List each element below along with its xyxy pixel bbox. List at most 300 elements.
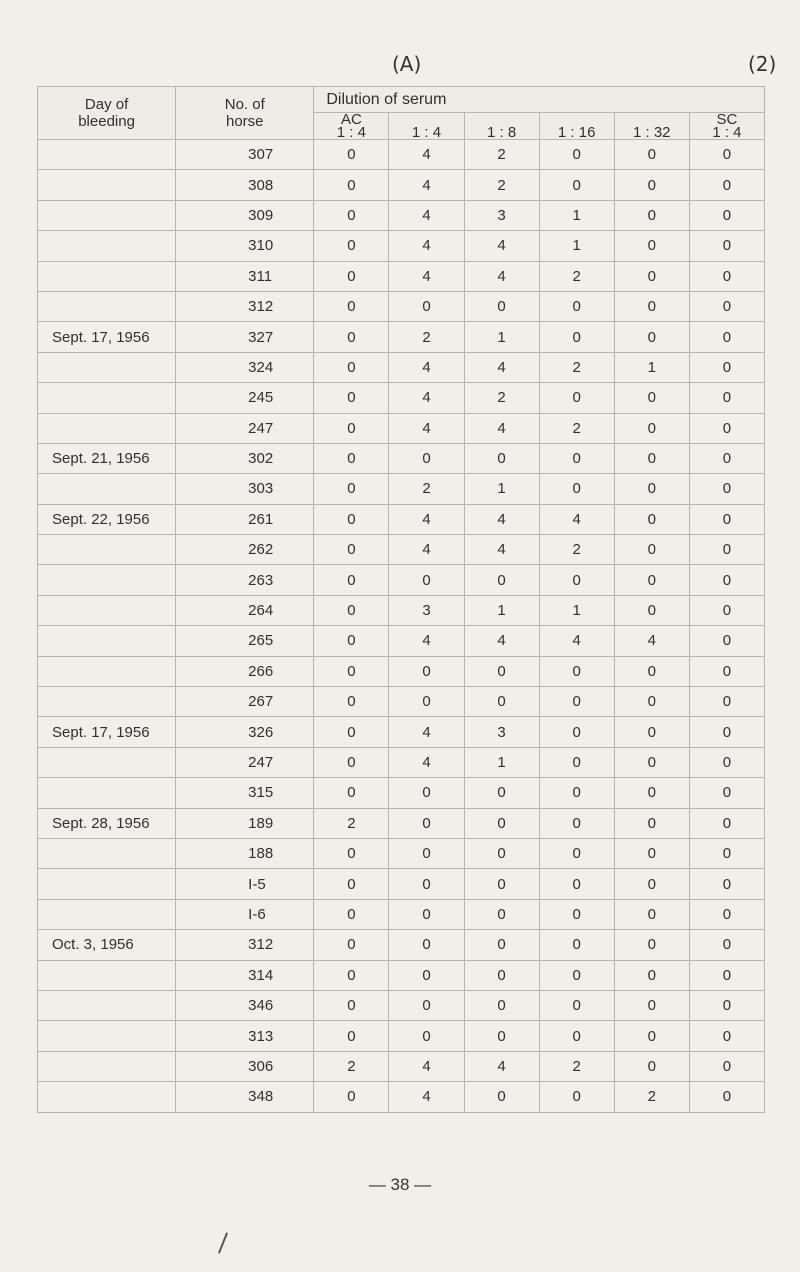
cell-dilution-value: 0	[314, 413, 389, 443]
cell-day-of-bleeding	[38, 687, 176, 717]
cell-dilution-value: 0	[614, 717, 689, 747]
cell-dilution-value: 0	[389, 869, 464, 899]
cell-day-of-bleeding	[38, 474, 176, 504]
cell-dilution-value: 0	[614, 261, 689, 291]
cell-day-of-bleeding	[38, 565, 176, 595]
cell-dilution-value: 0	[689, 990, 764, 1020]
cell-dilution-value: 4	[464, 261, 539, 291]
pen-mark	[218, 1232, 228, 1253]
cell-dilution-value: 0	[314, 747, 389, 777]
cell-dilution-value: 3	[464, 200, 539, 230]
cell-dilution-value: 0	[389, 778, 464, 808]
cell-horse-number: 303	[176, 474, 314, 504]
cell-dilution-value: 0	[389, 1021, 464, 1051]
cell-horse-number: 247	[176, 413, 314, 443]
cell-dilution-value: 0	[689, 1082, 764, 1112]
cell-dilution-value: 0	[389, 291, 464, 321]
table-row	[38, 747, 765, 777]
cell-dilution-value: 4	[389, 261, 464, 291]
cell-dilution-value: 0	[689, 1021, 764, 1051]
cell-dilution-value: 0	[314, 778, 389, 808]
cell-horse-number: 263	[176, 565, 314, 595]
cell-dilution-value: 0	[689, 291, 764, 321]
cell-dilution-value: 0	[614, 413, 689, 443]
cell-horse-number: 315	[176, 778, 314, 808]
cell-horse-number: 309	[176, 200, 314, 230]
cell-dilution-value: 0	[314, 930, 389, 960]
cell-dilution-value: 0	[614, 474, 689, 504]
cell-day-of-bleeding	[38, 1021, 176, 1051]
cell-dilution-value: 0	[539, 322, 614, 352]
cell-dilution-value: 4	[389, 140, 464, 170]
cell-dilution-value: 4	[389, 413, 464, 443]
cell-dilution-value: 0	[464, 443, 539, 473]
cell-dilution-value: 0	[539, 717, 614, 747]
cell-dilution-value: 2	[314, 1051, 389, 1081]
cell-dilution-value: 0	[389, 656, 464, 686]
cell-dilution-value: 0	[539, 990, 614, 1020]
cell-dilution-value: 2	[539, 535, 614, 565]
cell-dilution-value: 0	[464, 990, 539, 1020]
cell-horse-number: 313	[176, 1021, 314, 1051]
cell-horse-number: 312	[176, 291, 314, 321]
cell-dilution-value: 0	[689, 960, 764, 990]
cell-dilution-value: 0	[689, 261, 764, 291]
cell-dilution-value: 0	[689, 200, 764, 230]
table-row	[38, 291, 765, 321]
cell-day-of-bleeding	[38, 899, 176, 929]
cell-dilution-value: 0	[314, 1021, 389, 1051]
cell-dilution-value: 4	[464, 504, 539, 534]
cell-day-of-bleeding	[38, 990, 176, 1020]
cell-day-of-bleeding: Sept. 21, 1956	[38, 443, 176, 473]
cell-dilution-value: 0	[614, 504, 689, 534]
cell-dilution-value: 0	[539, 869, 614, 899]
page-number: — 38 —	[368, 1175, 432, 1194]
cell-day-of-bleeding	[38, 261, 176, 291]
table-row	[38, 626, 765, 656]
cell-day-of-bleeding: Sept. 17, 1956	[38, 717, 176, 747]
cell-dilution-value: 0	[689, 747, 764, 777]
cell-dilution-value: 0	[689, 170, 764, 200]
cell-dilution-value: 0	[389, 960, 464, 990]
column-header-day-of-bleeding	[38, 87, 176, 140]
cell-dilution-value: 2	[464, 170, 539, 200]
cell-dilution-value: 0	[689, 717, 764, 747]
cell-dilution-value: 0	[614, 200, 689, 230]
cell-horse-number: 346	[176, 990, 314, 1020]
cell-dilution-value: 0	[389, 838, 464, 868]
cell-dilution-value: 0	[539, 930, 614, 960]
table-row	[38, 170, 765, 200]
table-row	[38, 595, 765, 625]
cell-dilution-value: 1	[539, 231, 614, 261]
cell-dilution-value: 0	[689, 808, 764, 838]
cell-dilution-value: 2	[464, 383, 539, 413]
column-header-horse-number	[176, 87, 314, 140]
cell-dilution-value: 0	[689, 383, 764, 413]
cell-horse-number: 247	[176, 747, 314, 777]
cell-horse-number: 245	[176, 383, 314, 413]
cell-dilution-value: 0	[539, 899, 614, 929]
cell-dilution-value: 0	[614, 838, 689, 868]
dilution-subheader-top: SC	[716, 111, 738, 128]
cell-dilution-value: 0	[464, 838, 539, 868]
cell-dilution-value: 0	[614, 899, 689, 929]
cell-dilution-value: 0	[314, 322, 389, 352]
table-row	[38, 869, 765, 899]
cell-day-of-bleeding	[38, 1082, 176, 1112]
cell-horse-number: 310	[176, 231, 314, 261]
cell-dilution-value: 1	[614, 352, 689, 382]
cell-dilution-value: 0	[464, 778, 539, 808]
cell-dilution-value: 0	[689, 535, 764, 565]
header-label-2: (2)	[748, 52, 777, 76]
cell-day-of-bleeding: Oct. 3, 1956	[38, 930, 176, 960]
cell-dilution-value: 0	[539, 838, 614, 868]
cell-dilution-value: 2	[389, 474, 464, 504]
cell-dilution-value: 0	[464, 960, 539, 990]
cell-dilution-value: 0	[539, 960, 614, 990]
cell-dilution-value: 0	[614, 930, 689, 960]
cell-day-of-bleeding: Sept. 17, 1956	[38, 322, 176, 352]
table-row	[38, 383, 765, 413]
cell-dilution-value: 0	[314, 899, 389, 929]
cell-horse-number: 314	[176, 960, 314, 990]
dilution-subheader-ratio: 1 : 8	[486, 124, 517, 141]
cell-dilution-value: 1	[464, 595, 539, 625]
cell-dilution-value: 2	[614, 1082, 689, 1112]
cell-dilution-value: 0	[614, 595, 689, 625]
table-row	[38, 717, 765, 747]
cell-dilution-value: 0	[614, 443, 689, 473]
cell-dilution-value: 0	[389, 808, 464, 838]
cell-dilution-value: 4	[389, 717, 464, 747]
column-header-horse-line-1: No. of	[224, 96, 265, 113]
cell-dilution-value: 0	[614, 656, 689, 686]
cell-dilution-value: 0	[539, 140, 614, 170]
table-row	[38, 413, 765, 443]
cell-day-of-bleeding	[38, 200, 176, 230]
cell-dilution-value: 0	[614, 747, 689, 777]
cell-dilution-value: 0	[689, 626, 764, 656]
cell-dilution-value: 0	[539, 1082, 614, 1112]
cell-dilution-value: 0	[464, 1082, 539, 1112]
table-row	[38, 808, 765, 838]
cell-dilution-value: 0	[314, 869, 389, 899]
cell-horse-number: 307	[176, 140, 314, 170]
cell-day-of-bleeding	[38, 656, 176, 686]
cell-dilution-value: 0	[689, 778, 764, 808]
cell-day-of-bleeding	[38, 291, 176, 321]
dilution-subheader-ratio: 1 : 32	[633, 124, 671, 141]
cell-dilution-value: 0	[389, 565, 464, 595]
cell-dilution-value: 1	[464, 747, 539, 777]
dilution-subheader-ratio: 1 : 4	[336, 124, 366, 141]
cell-dilution-value: 0	[614, 140, 689, 170]
cell-dilution-value: 0	[689, 838, 764, 868]
cell-dilution-value: 2	[539, 1051, 614, 1081]
cell-dilution-value: 0	[689, 231, 764, 261]
cell-dilution-value: 0	[689, 687, 764, 717]
cell-dilution-value: 0	[614, 960, 689, 990]
table-row	[38, 990, 765, 1020]
cell-dilution-value: 0	[314, 595, 389, 625]
dilution-subheader	[314, 113, 389, 140]
cell-dilution-value: 0	[314, 717, 389, 747]
cell-day-of-bleeding	[38, 140, 176, 170]
header-label-a: (A)	[392, 52, 422, 76]
cell-dilution-value: 4	[389, 535, 464, 565]
cell-dilution-value: 0	[614, 291, 689, 321]
table-row	[38, 443, 765, 473]
cell-horse-number: 308	[176, 170, 314, 200]
cell-dilution-value: 0	[314, 352, 389, 382]
cell-dilution-value: 0	[614, 687, 689, 717]
cell-dilution-value: 0	[314, 960, 389, 990]
cell-dilution-value: 0	[314, 626, 389, 656]
cell-horse-number: I-6	[176, 899, 314, 929]
cell-dilution-value: 0	[614, 565, 689, 595]
cell-dilution-value: 0	[539, 170, 614, 200]
table-row	[38, 535, 765, 565]
cell-dilution-value: 4	[614, 626, 689, 656]
cell-day-of-bleeding	[38, 960, 176, 990]
cell-dilution-value: 4	[389, 747, 464, 777]
dilution-subheader	[389, 113, 464, 140]
cell-dilution-value: 4	[389, 383, 464, 413]
cell-dilution-value: 3	[464, 717, 539, 747]
cell-dilution-value: 0	[314, 504, 389, 534]
dilution-subheader	[689, 113, 764, 140]
cell-dilution-value: 0	[689, 443, 764, 473]
cell-dilution-value: 2	[314, 808, 389, 838]
cell-dilution-value: 3	[389, 595, 464, 625]
cell-dilution-value: 0	[614, 808, 689, 838]
serum-dilution-table	[37, 86, 765, 1113]
cell-day-of-bleeding	[38, 413, 176, 443]
cell-dilution-value: 0	[389, 687, 464, 717]
cell-dilution-value: 4	[389, 200, 464, 230]
cell-dilution-value: 0	[614, 170, 689, 200]
cell-horse-number: 267	[176, 687, 314, 717]
cell-day-of-bleeding	[38, 626, 176, 656]
cell-dilution-value: 0	[614, 322, 689, 352]
cell-horse-number: 188	[176, 838, 314, 868]
cell-dilution-value: 0	[614, 231, 689, 261]
cell-dilution-value: 2	[539, 413, 614, 443]
cell-horse-number: 264	[176, 595, 314, 625]
dilution-subheader-ratio: 1 : 16	[557, 124, 596, 141]
cell-horse-number: 265	[176, 626, 314, 656]
cell-dilution-value: 0	[314, 200, 389, 230]
page-header	[0, 52, 800, 76]
cell-dilution-value: 0	[389, 443, 464, 473]
dilution-subheader-ratio: 1 : 4	[712, 124, 742, 141]
cell-horse-number: 302	[176, 443, 314, 473]
cell-horse-number: 311	[176, 261, 314, 291]
cell-dilution-value: 0	[464, 930, 539, 960]
cell-day-of-bleeding	[38, 838, 176, 868]
cell-dilution-value: 4	[464, 413, 539, 443]
cell-dilution-value: 0	[689, 1051, 764, 1081]
cell-dilution-value: 0	[689, 504, 764, 534]
table-row	[38, 504, 765, 534]
column-header-day-line-1: Day of	[84, 96, 129, 113]
cell-dilution-value: 4	[464, 1051, 539, 1081]
table-body	[38, 140, 765, 1113]
cell-horse-number: 266	[176, 656, 314, 686]
cell-dilution-value: 0	[689, 869, 764, 899]
cell-dilution-value: 0	[314, 443, 389, 473]
cell-dilution-value: 1	[464, 322, 539, 352]
cell-dilution-value: 0	[614, 869, 689, 899]
cell-day-of-bleeding	[38, 383, 176, 413]
cell-dilution-value: 2	[539, 261, 614, 291]
dilution-subheader	[464, 113, 539, 140]
cell-dilution-value: 2	[539, 352, 614, 382]
cell-day-of-bleeding	[38, 352, 176, 382]
cell-dilution-value: 0	[614, 990, 689, 1020]
cell-horse-number: 312	[176, 930, 314, 960]
table-row	[38, 960, 765, 990]
table-row	[38, 687, 765, 717]
cell-dilution-value: 0	[389, 930, 464, 960]
cell-dilution-value: 4	[389, 1051, 464, 1081]
table-row	[38, 656, 765, 686]
cell-dilution-value: 0	[689, 352, 764, 382]
cell-dilution-value: 0	[539, 656, 614, 686]
cell-dilution-value: 0	[314, 291, 389, 321]
cell-horse-number: 326	[176, 717, 314, 747]
cell-day-of-bleeding	[38, 1051, 176, 1081]
cell-dilution-value: 0	[314, 383, 389, 413]
cell-dilution-value: 0	[614, 535, 689, 565]
cell-dilution-value: 0	[464, 687, 539, 717]
cell-dilution-value: 0	[539, 383, 614, 413]
cell-day-of-bleeding	[38, 170, 176, 200]
cell-dilution-value: 4	[539, 626, 614, 656]
cell-dilution-value: 0	[464, 1021, 539, 1051]
cell-dilution-value: 0	[314, 990, 389, 1020]
cell-dilution-value: 0	[539, 474, 614, 504]
cell-dilution-value: 4	[464, 352, 539, 382]
cell-dilution-value: 0	[464, 565, 539, 595]
cell-dilution-value: 0	[464, 656, 539, 686]
cell-horse-number: 306	[176, 1051, 314, 1081]
cell-dilution-value: 0	[689, 413, 764, 443]
cell-dilution-value: 0	[539, 565, 614, 595]
table-row	[38, 200, 765, 230]
cell-dilution-value: 0	[464, 869, 539, 899]
table-row	[38, 1082, 765, 1112]
cell-dilution-value: 4	[389, 231, 464, 261]
cell-day-of-bleeding	[38, 231, 176, 261]
column-header-horse-line-2: horse	[225, 113, 264, 130]
dilution-subheader-ratio: 1 : 4	[411, 124, 442, 141]
cell-horse-number: 324	[176, 352, 314, 382]
table-row	[38, 1021, 765, 1051]
cell-dilution-value: 0	[614, 383, 689, 413]
cell-day-of-bleeding	[38, 747, 176, 777]
cell-dilution-value: 0	[539, 687, 614, 717]
cell-dilution-value: 0	[539, 443, 614, 473]
cell-dilution-value: 0	[314, 231, 389, 261]
cell-dilution-value: 1	[539, 595, 614, 625]
cell-dilution-value: 4	[389, 170, 464, 200]
cell-horse-number: 262	[176, 535, 314, 565]
cell-dilution-value: 0	[314, 474, 389, 504]
cell-dilution-value: 0	[389, 899, 464, 929]
dilution-subheader	[614, 113, 689, 140]
table-row	[38, 1051, 765, 1081]
cell-dilution-value: 0	[539, 1021, 614, 1051]
cell-dilution-value: 0	[314, 535, 389, 565]
cell-dilution-value: 0	[314, 261, 389, 291]
cell-dilution-value: 0	[314, 140, 389, 170]
cell-dilution-value: 1	[539, 200, 614, 230]
cell-day-of-bleeding	[38, 595, 176, 625]
dilution-subheader-top: AC	[340, 111, 362, 128]
cell-dilution-value: 0	[314, 1082, 389, 1112]
cell-dilution-value: 1	[464, 474, 539, 504]
table-row	[38, 231, 765, 261]
cell-day-of-bleeding	[38, 778, 176, 808]
cell-dilution-value: 0	[689, 595, 764, 625]
column-header-day-line-2: bleeding	[78, 113, 135, 130]
cell-dilution-value: 0	[689, 930, 764, 960]
cell-dilution-value: 4	[464, 231, 539, 261]
cell-dilution-value: 0	[314, 170, 389, 200]
cell-dilution-value: 0	[689, 140, 764, 170]
cell-horse-number: 189	[176, 808, 314, 838]
cell-dilution-value: 0	[614, 1051, 689, 1081]
cell-dilution-value: 0	[689, 322, 764, 352]
table-row	[38, 474, 765, 504]
cell-dilution-value: 0	[464, 808, 539, 838]
cell-dilution-value: 0	[539, 778, 614, 808]
cell-dilution-value: 0	[689, 565, 764, 595]
cell-dilution-value: 0	[689, 656, 764, 686]
cell-dilution-value: 0	[614, 1021, 689, 1051]
cell-dilution-value: 4	[389, 1082, 464, 1112]
cell-horse-number: 261	[176, 504, 314, 534]
cell-dilution-value: 4	[539, 504, 614, 534]
cell-day-of-bleeding	[38, 535, 176, 565]
table-row	[38, 778, 765, 808]
cell-dilution-value: 0	[464, 899, 539, 929]
cell-dilution-value: 0	[314, 687, 389, 717]
cell-dilution-value: 0	[389, 990, 464, 1020]
column-group-dilution-of-serum: Dilution of serum	[314, 87, 765, 113]
table-row	[38, 930, 765, 960]
cell-dilution-value: 4	[464, 535, 539, 565]
cell-dilution-value: 0	[314, 656, 389, 686]
cell-dilution-value: 4	[389, 504, 464, 534]
cell-dilution-value: 4	[389, 352, 464, 382]
cell-day-of-bleeding: Sept. 22, 1956	[38, 504, 176, 534]
dilution-subheader	[539, 113, 614, 140]
cell-dilution-value: 0	[689, 899, 764, 929]
cell-dilution-value: 0	[689, 474, 764, 504]
table-row	[38, 322, 765, 352]
cell-dilution-value: 2	[389, 322, 464, 352]
table-row	[38, 565, 765, 595]
table-row	[38, 838, 765, 868]
cell-dilution-value: 0	[314, 838, 389, 868]
table-row	[38, 140, 765, 170]
cell-dilution-value: 4	[389, 626, 464, 656]
